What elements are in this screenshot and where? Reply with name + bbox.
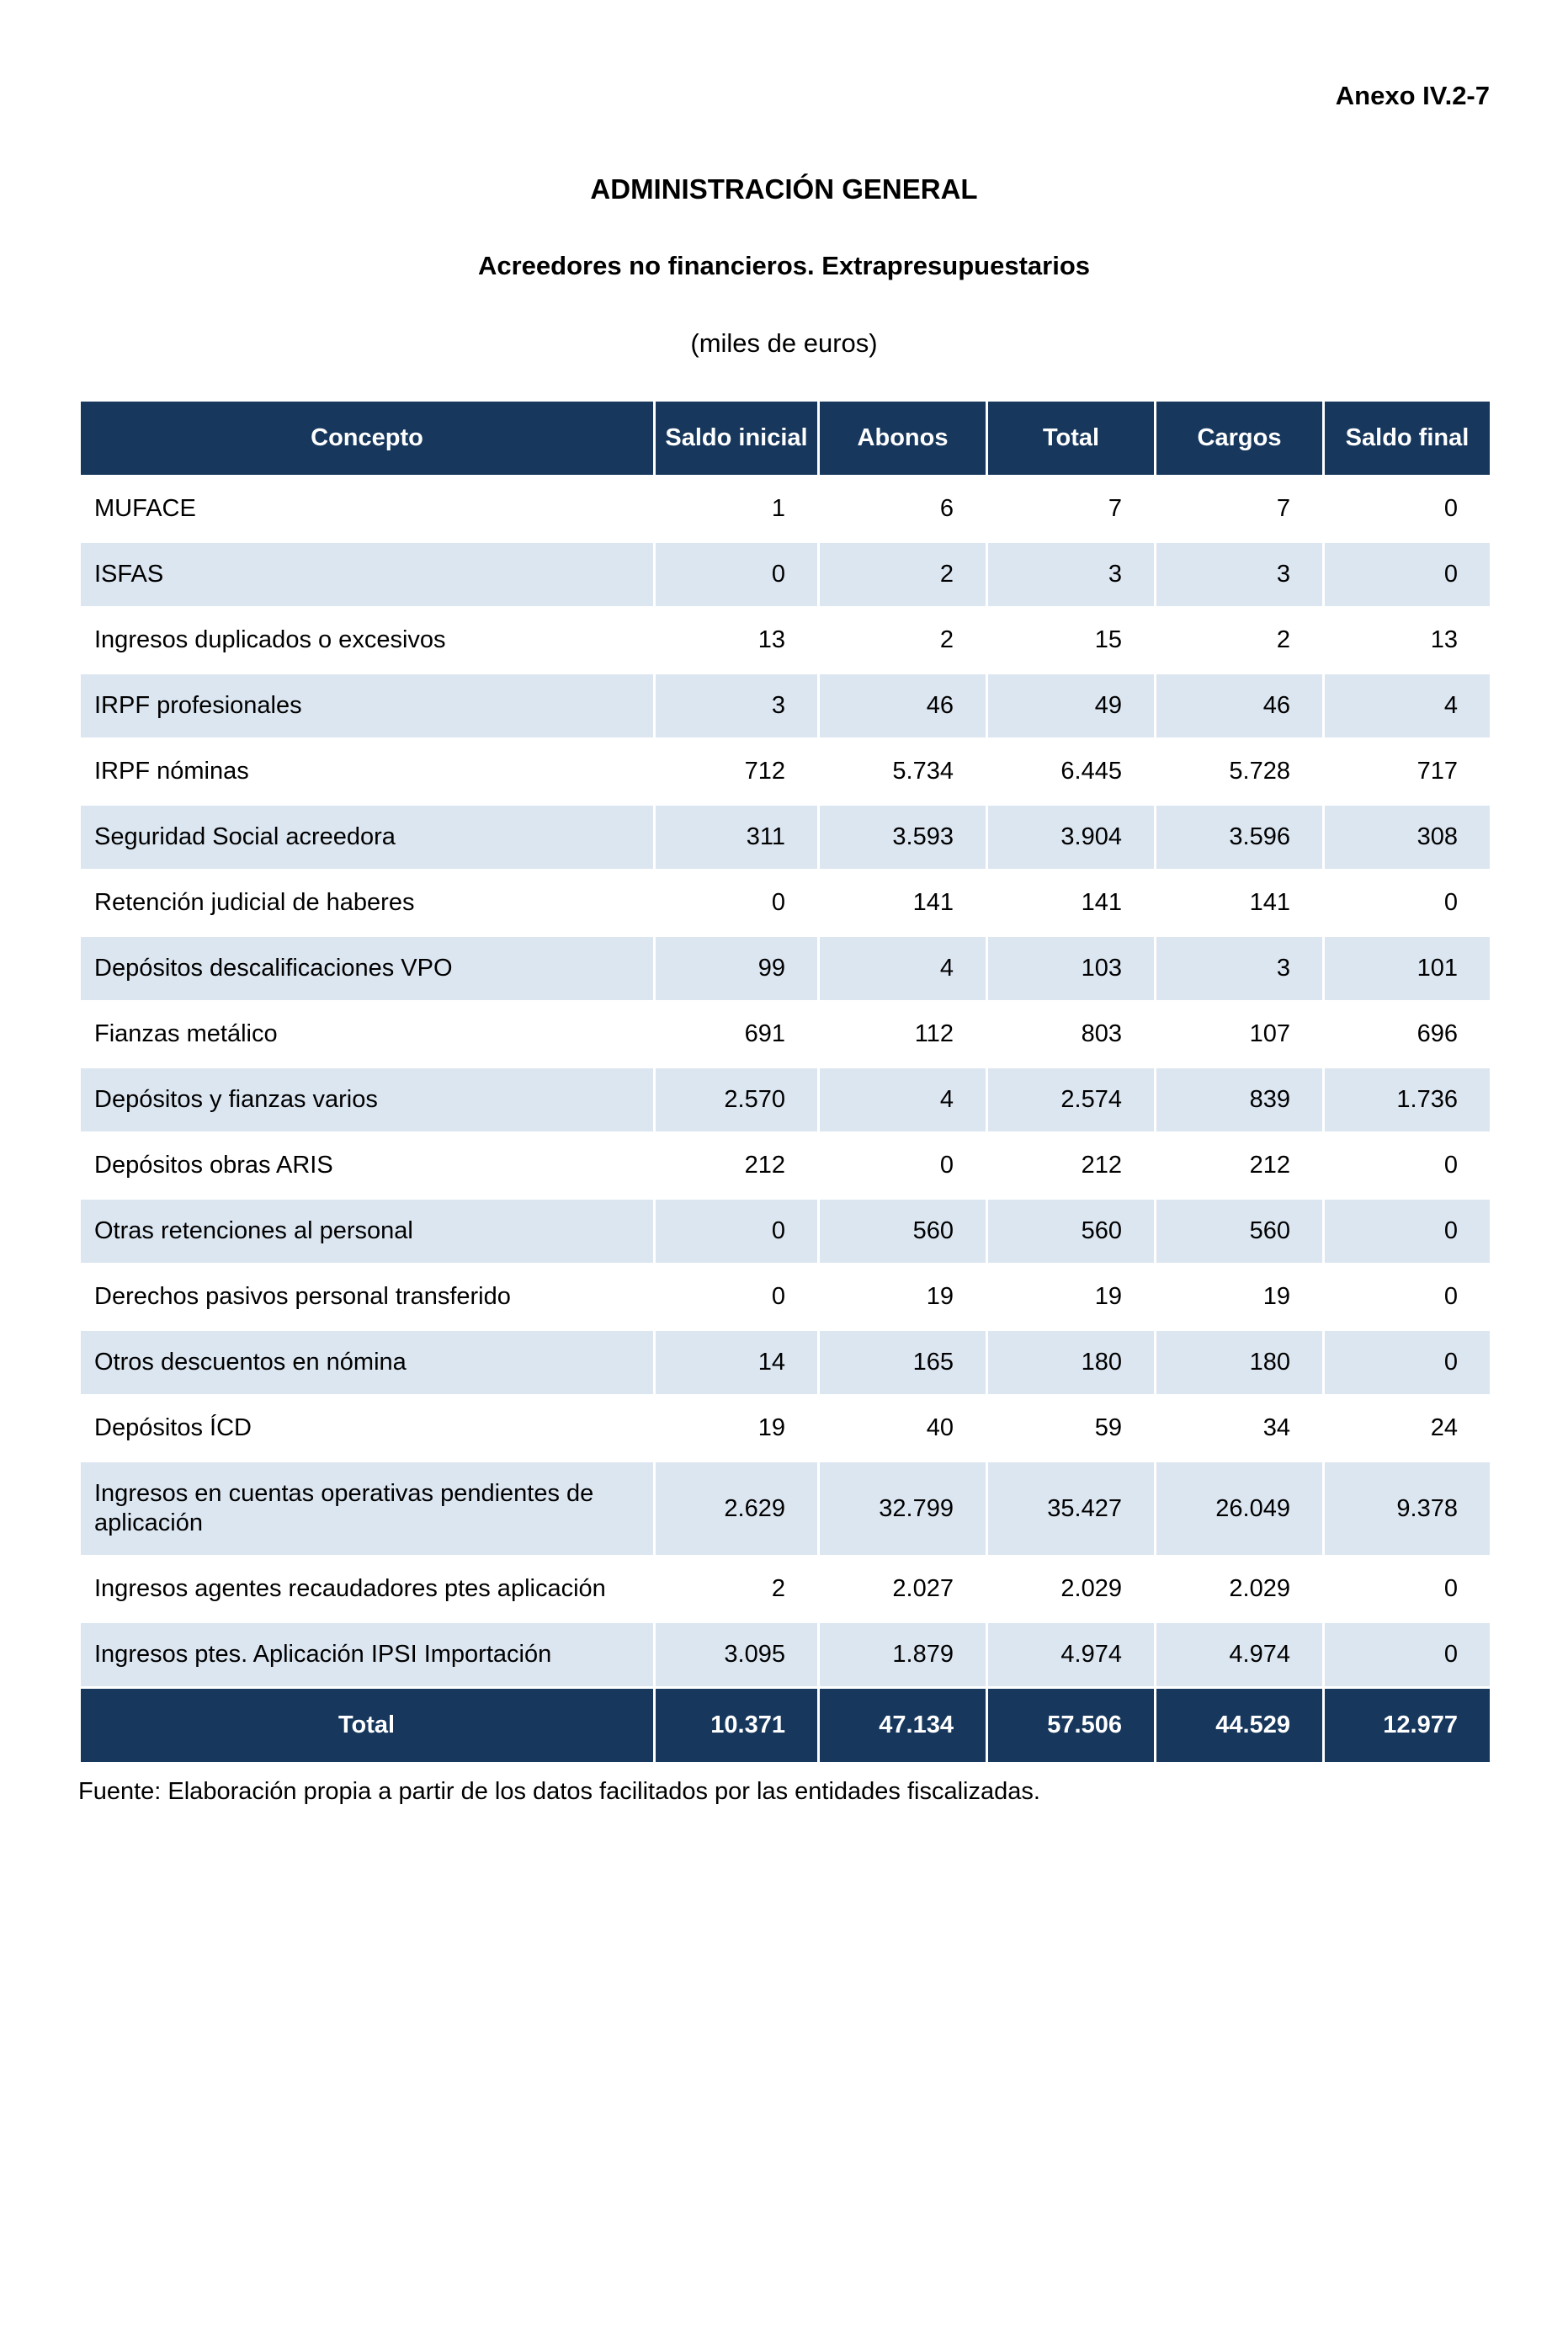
concept-cell: Ingresos en cuentas operativas pendientes de aplicación (81, 1462, 653, 1555)
value-cell: 560 (988, 1200, 1154, 1263)
value-cell: 34 (1156, 1397, 1322, 1460)
value-cell: 19 (656, 1397, 817, 1460)
value-cell: 0 (1325, 1200, 1490, 1263)
table-row (81, 609, 1490, 672)
value-cell: 5.728 (1156, 740, 1322, 803)
value-cell: 2.570 (656, 1068, 817, 1131)
table-row (81, 674, 1490, 737)
value-cell: 1.879 (820, 1623, 986, 1686)
column-header-4: Cargos (1156, 402, 1322, 475)
value-cell: 2.027 (820, 1557, 986, 1621)
value-cell: 212 (656, 1134, 817, 1197)
value-cell: 1 (656, 477, 817, 540)
column-header-2: Abonos (820, 402, 986, 475)
total-value-cell: 44.529 (1156, 1689, 1322, 1762)
value-cell: 165 (820, 1331, 986, 1394)
value-cell: 1.736 (1325, 1068, 1490, 1131)
value-cell: 46 (1156, 674, 1322, 737)
concept-cell: Otras retenciones al personal (81, 1200, 653, 1263)
value-cell: 560 (1156, 1200, 1322, 1263)
value-cell: 0 (1325, 477, 1490, 540)
total-value-cell: 47.134 (820, 1689, 986, 1762)
value-cell: 4 (820, 1068, 986, 1131)
value-cell: 14 (656, 1331, 817, 1394)
concept-cell: IRPF nóminas (81, 740, 653, 803)
value-cell: 2 (820, 543, 986, 606)
concept-cell: Otros descuentos en nómina (81, 1331, 653, 1394)
value-cell: 0 (656, 871, 817, 934)
value-cell: 3 (988, 543, 1154, 606)
concept-cell: Depósitos ÍCD (81, 1397, 653, 1460)
value-cell: 4.974 (988, 1623, 1154, 1686)
table-row (81, 1623, 1490, 1686)
value-cell: 4.974 (1156, 1623, 1322, 1686)
value-cell: 3.593 (820, 806, 986, 869)
value-cell: 717 (1325, 740, 1490, 803)
value-cell: 13 (656, 609, 817, 672)
value-cell: 180 (988, 1331, 1154, 1394)
value-cell: 5.734 (820, 740, 986, 803)
value-cell: 2 (656, 1557, 817, 1621)
total-value-cell: 57.506 (988, 1689, 1154, 1762)
table-row (81, 740, 1490, 803)
value-cell: 2.629 (656, 1462, 817, 1555)
table-row (81, 1265, 1490, 1328)
value-cell: 6.445 (988, 740, 1154, 803)
value-cell: 4 (1325, 674, 1490, 737)
value-cell: 103 (988, 937, 1154, 1000)
value-cell: 35.427 (988, 1462, 1154, 1555)
value-cell: 0 (1325, 1134, 1490, 1197)
creditors-table (78, 399, 1492, 1765)
value-cell: 0 (1325, 1331, 1490, 1394)
concept-cell: Ingresos ptes. Aplicación IPSI Importación (81, 1623, 653, 1686)
value-cell: 2.029 (1156, 1557, 1322, 1621)
table-row (81, 1134, 1490, 1197)
value-cell: 2 (1156, 609, 1322, 672)
value-cell: 19 (820, 1265, 986, 1328)
value-cell: 26.049 (1156, 1462, 1322, 1555)
value-cell: 308 (1325, 806, 1490, 869)
value-cell: 0 (820, 1134, 986, 1197)
value-cell: 99 (656, 937, 817, 1000)
value-cell: 180 (1156, 1331, 1322, 1394)
concept-cell: Fianzas metálico (81, 1003, 653, 1066)
value-cell: 24 (1325, 1397, 1490, 1460)
value-cell: 141 (820, 871, 986, 934)
table-row (81, 477, 1490, 540)
value-cell: 112 (820, 1003, 986, 1066)
table-row (81, 1003, 1490, 1066)
table-row (81, 1397, 1490, 1460)
value-cell: 696 (1325, 1003, 1490, 1066)
value-cell: 3 (1156, 937, 1322, 1000)
value-cell: 3.095 (656, 1623, 817, 1686)
column-header-5: Saldo final (1325, 402, 1490, 475)
value-cell: 107 (1156, 1003, 1322, 1066)
value-cell: 6 (820, 477, 986, 540)
table-row (81, 1068, 1490, 1131)
value-cell: 19 (988, 1265, 1154, 1328)
value-cell: 49 (988, 674, 1154, 737)
value-cell: 19 (1156, 1265, 1322, 1328)
value-cell: 0 (1325, 871, 1490, 934)
table-row (81, 1200, 1490, 1263)
value-cell: 15 (988, 609, 1154, 672)
value-cell: 32.799 (820, 1462, 986, 1555)
column-header-0: Concepto (81, 402, 653, 475)
table-row (81, 1462, 1490, 1555)
value-cell: 560 (820, 1200, 986, 1263)
value-cell: 3 (656, 674, 817, 737)
concept-cell: Depósitos descalificaciones VPO (81, 937, 653, 1000)
value-cell: 101 (1325, 937, 1490, 1000)
value-cell: 2.574 (988, 1068, 1154, 1131)
value-cell: 2 (820, 609, 986, 672)
value-cell: 7 (1156, 477, 1322, 540)
annex-label: Anexo IV.2-7 (1335, 81, 1490, 110)
total-value-cell: 12.977 (1325, 1689, 1490, 1762)
table-total-row (81, 1689, 1490, 1762)
value-cell: 0 (656, 1265, 817, 1328)
value-cell: 3.904 (988, 806, 1154, 869)
value-cell: 2.029 (988, 1557, 1154, 1621)
concept-cell: IRPF profesionales (81, 674, 653, 737)
value-cell: 212 (1156, 1134, 1322, 1197)
value-cell: 4 (820, 937, 986, 1000)
value-cell: 0 (656, 543, 817, 606)
column-header-3: Total (988, 402, 1154, 475)
total-value-cell: 10.371 (656, 1689, 817, 1762)
value-cell: 691 (656, 1003, 817, 1066)
value-cell: 13 (1325, 609, 1490, 672)
page-title: ADMINISTRACIÓN GENERAL (590, 173, 978, 205)
source-note: Fuente: Elaboración propia a partir de los datos facilitados por las entidades fiscalizadas. (78, 1778, 1040, 1805)
value-cell: 0 (656, 1200, 817, 1263)
column-header-1: Saldo inicial (656, 402, 817, 475)
table-row (81, 543, 1490, 606)
value-cell: 839 (1156, 1068, 1322, 1131)
concept-cell: ISFAS (81, 543, 653, 606)
concept-cell: Retención judicial de haberes (81, 871, 653, 934)
table-row (81, 806, 1490, 869)
page-subtitle: Acreedores no financieros. Extrapresupuestarios (477, 251, 1091, 280)
concept-cell: Ingresos agentes recaudadores ptes aplicación (81, 1557, 653, 1621)
value-cell: 0 (1325, 543, 1490, 606)
concept-cell: Derechos pasivos personal transferido (81, 1265, 653, 1328)
value-cell: 40 (820, 1397, 986, 1460)
value-cell: 0 (1325, 1557, 1490, 1621)
value-cell: 46 (820, 674, 986, 737)
table-header-row (81, 402, 1490, 475)
value-cell: 311 (656, 806, 817, 869)
total-label-cell: Total (81, 1689, 653, 1762)
value-cell: 0 (1325, 1265, 1490, 1328)
concept-cell: Depósitos y fianzas varios (81, 1068, 653, 1131)
value-cell: 141 (988, 871, 1154, 934)
units-label: (miles de euros) (690, 328, 878, 358)
value-cell: 3.596 (1156, 806, 1322, 869)
value-cell: 803 (988, 1003, 1154, 1066)
concept-cell: MUFACE (81, 477, 653, 540)
table-row (81, 871, 1490, 934)
value-cell: 712 (656, 740, 817, 803)
value-cell: 141 (1156, 871, 1322, 934)
table-row (81, 1557, 1490, 1621)
value-cell: 7 (988, 477, 1154, 540)
value-cell: 0 (1325, 1623, 1490, 1686)
concept-cell: Depósitos obras ARIS (81, 1134, 653, 1197)
table-row (81, 1331, 1490, 1394)
value-cell: 212 (988, 1134, 1154, 1197)
value-cell: 59 (988, 1397, 1154, 1460)
value-cell: 9.378 (1325, 1462, 1490, 1555)
concept-cell: Ingresos duplicados o excesivos (81, 609, 653, 672)
concept-cell: Seguridad Social acreedora (81, 806, 653, 869)
table-row (81, 937, 1490, 1000)
value-cell: 3 (1156, 543, 1322, 606)
